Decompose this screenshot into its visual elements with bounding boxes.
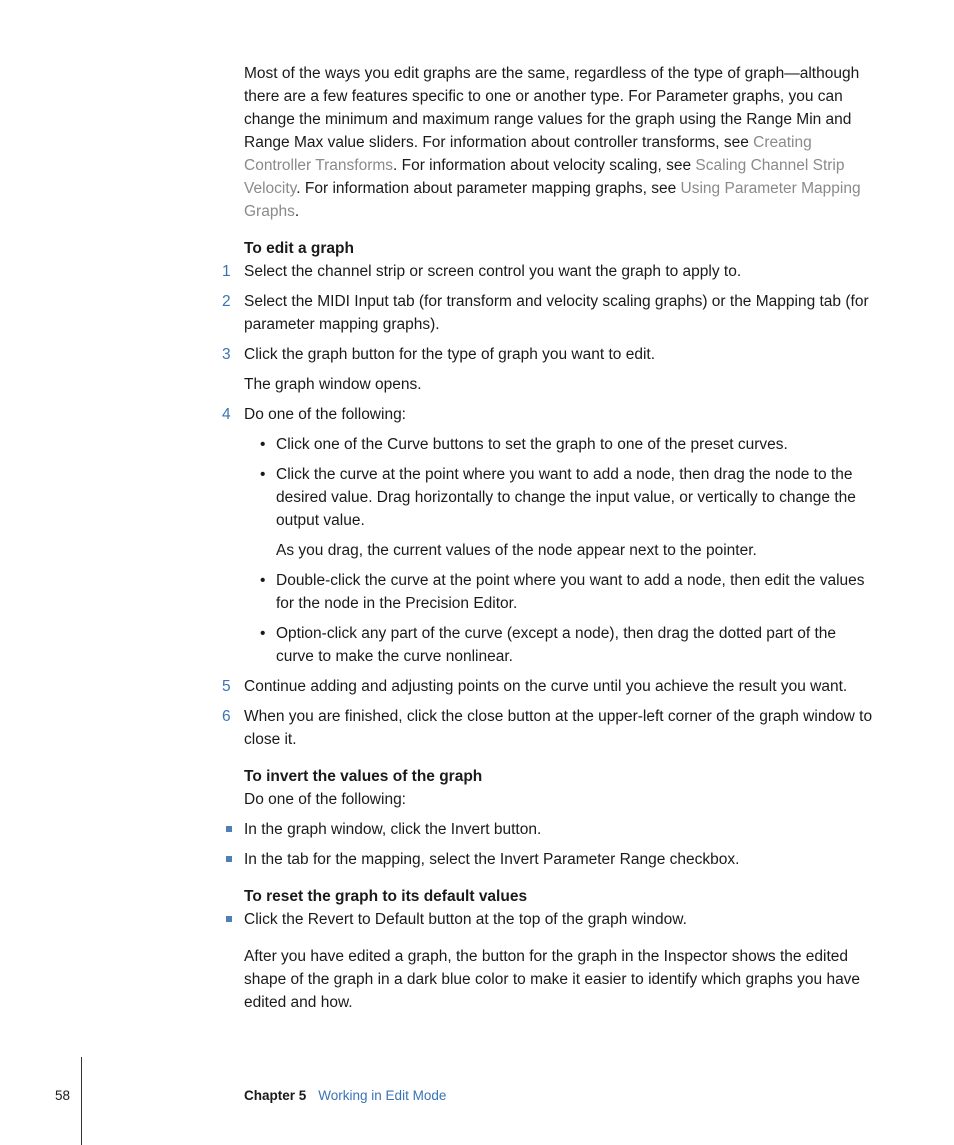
bullet-text: Double-click the curve at the point where you want to add a node, then edit the values for the node in the Precision Editor. (276, 572, 865, 612)
square-bullet-icon (226, 856, 232, 862)
square-bullet-icon (226, 916, 232, 922)
step-4-options (244, 433, 876, 668)
intro-text-2: . For information about velocity scaling, see (393, 157, 696, 174)
step-5 (222, 675, 876, 698)
step-number: 2 (222, 293, 231, 310)
bullet-text: Option-click any part of the curve (except a node), then drag the dotted part of the curve to make the curve nonlinear. (276, 625, 837, 665)
step-number: 3 (222, 346, 231, 363)
heading-invert-graph: To invert the values of the graph (244, 768, 483, 785)
step-text: Select the MIDI Input tab (for transform and velocity scaling graphs) or the Mapping tab (for parameter mapping graphs). (244, 293, 869, 333)
invert-item-text: In the graph window, click the Invert button. (244, 821, 542, 838)
intro-text-4: . (294, 203, 300, 220)
step-1 (222, 260, 876, 283)
step-number: 6 (222, 708, 231, 725)
step-text: Do one of the following: (244, 406, 406, 423)
page-content (222, 62, 876, 1014)
bullet-2-note: As you drag, the current values of the node appear next to the pointer. (276, 542, 757, 559)
step-2 (222, 290, 876, 336)
bullet-item (260, 569, 876, 615)
step-text: When you are finished, click the close button at the upper-left corner of the graph window to close it. (244, 708, 873, 748)
bullet-dot: • (260, 466, 266, 483)
closing-paragraph: After you have edited a graph, the button for the graph in the Inspector shows the edited shape of the graph in a dark blue color to make it easier to identify which graphs you have edited and how. (244, 948, 861, 1011)
bullet-item (260, 463, 876, 532)
step-4 (222, 403, 876, 426)
invert-item-text: In the tab for the mapping, select the Invert Parameter Range checkbox. (244, 851, 740, 868)
footer-divider (81, 1057, 82, 1145)
step-number: 5 (222, 678, 231, 695)
link-scaling-channel-strip-velocity[interactable]: Scaling Channel Strip Velocity (244, 157, 845, 197)
bullet-item (260, 622, 876, 668)
link-using-parameter-mapping-graphs[interactable]: Using Parameter Mapping Graphs (244, 180, 861, 220)
step-text: Select the channel strip or screen control you want the graph to apply to. (244, 263, 742, 280)
bullet-text: Click one of the Curve buttons to set the graph to one of the preset curves. (276, 436, 788, 453)
step-number: 1 (222, 263, 231, 280)
page-number: 58 (55, 1088, 71, 1103)
chapter-title-link[interactable]: Working in Edit Mode (318, 1088, 447, 1103)
reset-item-text: Click the Revert to Default button at the top of the graph window. (244, 911, 687, 928)
link-creating-controller-transforms[interactable]: Creating Controller Transforms (244, 134, 812, 174)
invert-item (244, 848, 876, 871)
chapter-footer (244, 1087, 446, 1105)
intro-text-1: Most of the ways you edit graphs are the same, regardless of the type of graph—although there are a few features specific to one or another type. For Parameter graphs, you can change the minimum and maximum range values for the graph using the Range Min and Range Max value sliders. For information about controller transforms, see (244, 65, 860, 151)
bullet-text: Click the curve at the point where you want to add a node, then drag the node to the desired value. Drag horizontally to change the input value, or vertically to change the output value. (276, 466, 856, 529)
bullet-item (260, 433, 876, 456)
intro-paragraph (244, 62, 876, 223)
bullet-dot: • (260, 572, 266, 589)
chapter-label: Chapter 5 (244, 1088, 307, 1103)
intro-text-3: . For information about parameter mapping graphs, see (296, 180, 681, 197)
step-number: 4 (222, 406, 231, 423)
heading-reset-graph: To reset the graph to its default values (244, 888, 528, 905)
step-3 (222, 343, 876, 366)
step-3-note: The graph window opens. (244, 376, 422, 393)
invert-intro: Do one of the following: (244, 791, 406, 808)
step-text: Continue adding and adjusting points on the curve until you achieve the result you want. (244, 678, 848, 695)
invert-item (244, 818, 876, 841)
step-text: Click the graph button for the type of graph you want to edit. (244, 346, 655, 363)
step-6 (222, 705, 876, 751)
square-bullet-icon (226, 826, 232, 832)
bullet-dot: • (260, 436, 266, 453)
bullet-dot: • (260, 625, 266, 642)
reset-item (244, 908, 876, 931)
heading-edit-graph: To edit a graph (244, 240, 354, 257)
